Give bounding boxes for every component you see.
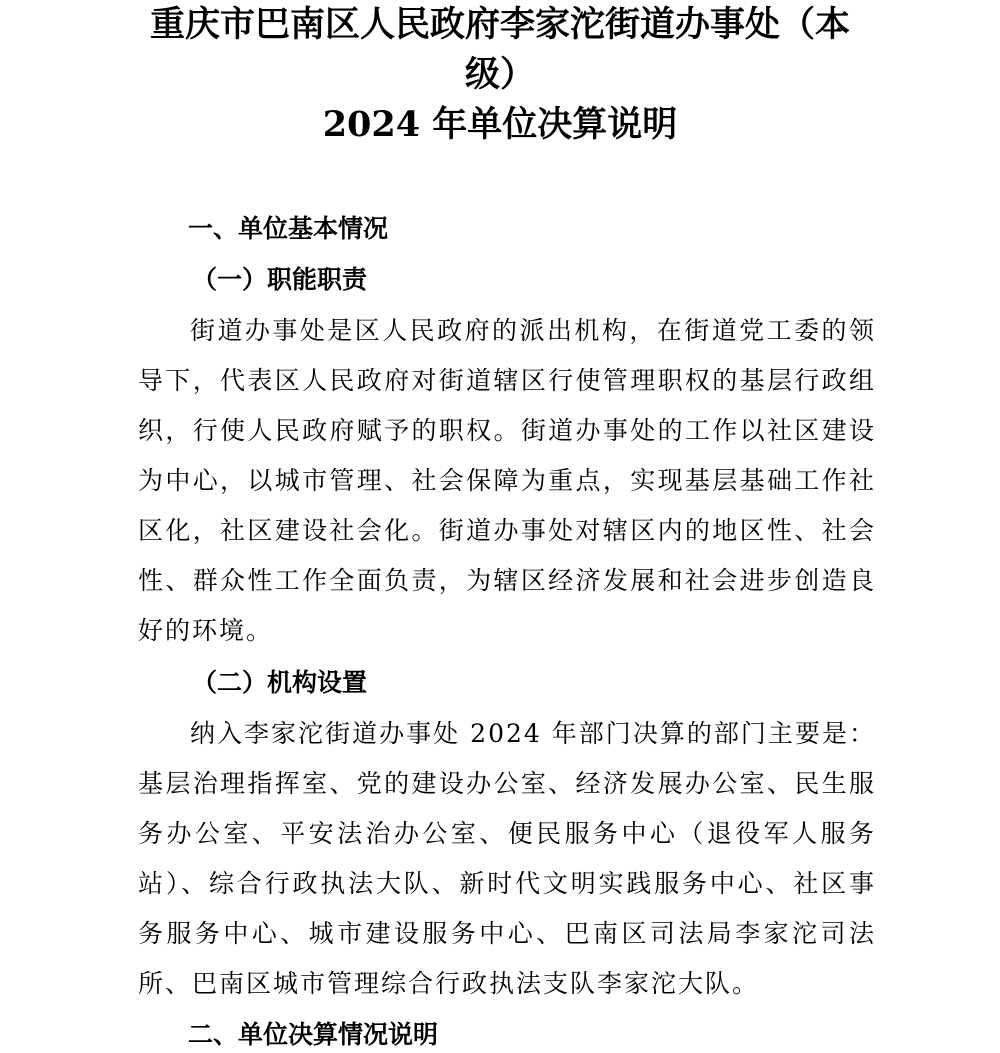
paragraph-organization: 纳入李家沱街道办事处 2024 年部门决算的部门主要是：基层治理指挥室、党的建设办公室、经济发展办公室、民生服务办公室、平安法治办公室、便民服务中心（退役军人服务站）、综合行政执法大队、新时代文明实践服务中心、社区事务服务中心、城市建设服务中心、巴南区司法局李家沱司法所、巴南区城市管理综合行政执法支队李家沱大队。: [138, 719, 876, 998]
subsection-heading-functions: （一）职能职责: [192, 265, 368, 294]
section-heading-final-accounts: 二、单位决算情况说明: [188, 1020, 439, 1049]
document-title-line-2: 级）: [464, 54, 535, 95]
section-heading-basic-info: 一、单位基本情况: [188, 214, 389, 243]
document-title-line-1: 重庆市巴南区人民政府李家沱街道办事处（本: [149, 4, 850, 45]
subsection-heading-organization: （二）机构设置: [192, 668, 368, 697]
paragraph-functions: 街道办事处是区人民政府的派出机构，在街道党工委的领导下，代表区人民政府对街道辖区行使管理职权的基层行政组织，行使人民政府赋予的职权。街道办事处的工作以社区建设为中心，以城市管理、社会保障为重点，实现基层基础工作社区化，社区建设社会化。街道办事处对辖区内的地区性、社会性、群众性工作全面负责，为辖区经济发展和社会进步创造良好的环境。: [138, 316, 876, 645]
document-title-line-3: 2024 年单位决算说明: [322, 104, 678, 145]
